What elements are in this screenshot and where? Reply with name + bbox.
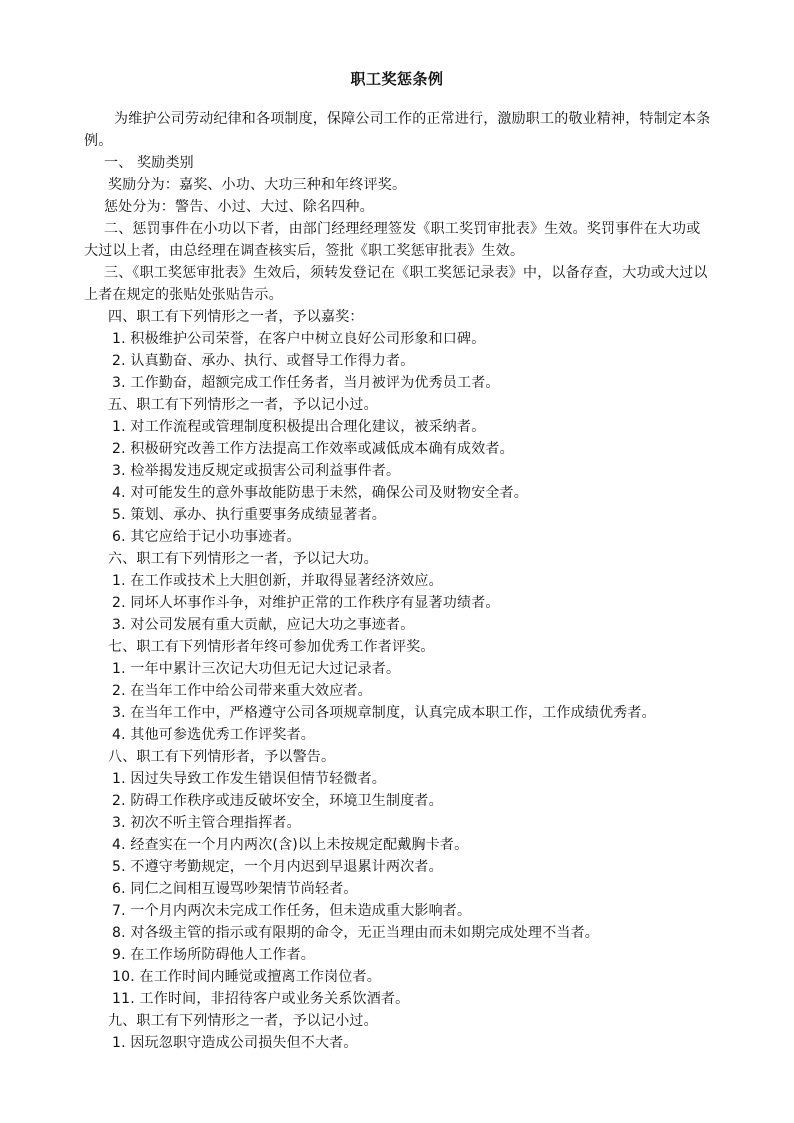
list-item: 3. 对公司发展有重大贡献，应记大功之事迹者。	[112, 617, 415, 633]
list-item: 4. 对可能发生的意外事故能防患于未然，确保公司及财物安全者。	[112, 485, 529, 501]
list-item: 7. 一个月内两次未完成工作任务，但未造成重大影响者。	[112, 903, 472, 919]
list-item: 2. 在当年工作中给公司带来重大效应者。	[112, 683, 372, 699]
list-item: 4. 经查实在一个月内两次(含)以上未按规定配戴胸卡者。	[112, 837, 469, 853]
list-item: 6. 其它应给于记小功事迹者。	[112, 529, 301, 545]
intro-paragraph: 为维护公司劳动纪律和各项制度，保障公司工作的正常进行，激励职工的敬业精神，特制定本条例。	[84, 111, 711, 149]
list-item: 2. 同坏人坏事作斗争，对维护正常的工作秩序有显著功绩者。	[112, 595, 500, 611]
section-1-heading: 一、 奖励类别	[104, 155, 194, 171]
penalty-types: 惩处分为：警告、小过、大过、除名四种。	[104, 199, 374, 215]
list-item: 3. 在当年工作中，严格遵守公司各项规章制度，认真完成本职工作，工作成绩优秀者。	[112, 705, 656, 721]
list-item: 1. 在工作或技术上大胆创新，并取得显著经济效应。	[112, 573, 443, 589]
section-9-heading: 九、职工有下列情形之一者，予以记小过。	[108, 1013, 378, 1029]
section-4-heading: 四、职工有下列情形之一者，予以嘉奖：	[108, 309, 364, 325]
list-item: 5. 策划、承办、执行重要事务成绩显著者。	[112, 507, 387, 523]
reward-types: 奖励分为：嘉奖、小功、大功三种和年终评奖。	[108, 177, 407, 193]
list-item: 3. 初次不听主管合理指挥者。	[112, 815, 301, 831]
section-8-heading: 八、职工有下列情形者，予以警告。	[108, 749, 336, 765]
list-item: 4. 其他可参选优秀工作评奖者。	[112, 727, 316, 743]
list-item: 9. 在工作场所防碍他人工作者。	[112, 947, 316, 963]
list-item: 2. 防碍工作秩序或违反破坏安全，环境卫生制度者。	[112, 793, 443, 809]
list-item: 11. 工作时间，非招待客户或业务关系饮酒者。	[112, 991, 410, 1007]
list-item: 2. 积极研究改善工作方法提高工作效率或减低成本确有成效者。	[112, 441, 514, 457]
list-item: 1. 积极维护公司荣誉，在客户中树立良好公司形象和口碑。	[112, 331, 486, 347]
list-item: 6. 同仁之间相互谩骂吵架情节尚轻者。	[112, 881, 358, 897]
list-item: 3. 工作勤奋，超额完成工作任务者，当月被评为优秀员工者。	[112, 375, 500, 391]
list-item: 10. 在工作时间内睡觉或擅离工作岗位者。	[112, 969, 381, 985]
section-6-heading: 六、职工有下列情形之一者，予以记大功。	[108, 551, 378, 567]
list-item: 1. 对工作流程或管理制度积极提出合理化建议，被采纳者。	[112, 419, 486, 435]
section-7-heading: 七、职工有下列情形者年终可参加优秀工作者评奖。	[108, 639, 435, 655]
list-item: 1. 因玩忽职守造成公司损失但不大者。	[112, 1035, 358, 1051]
list-item: 8. 对各级主管的指示或有限期的命令，无正当理由而未如期完成处理不当者。	[112, 925, 600, 941]
section-3-paragraph: 三、《职工奖惩审批表》生效后，须转发登记在《职工奖惩记录表》中，以备存查，大功或大过以上者在规定的张贴处张贴告示。	[84, 265, 708, 303]
section-2-paragraph: 二、惩罚事件在小功以下者，由部门经理经理签发《职工奖罚审批表》生效。奖罚事件在大功或大过以上者，由总经理在调查核实后，签批《职工奖惩审批表》生效。	[84, 221, 701, 259]
section-5-heading: 五、职工有下列情形之一者，予以记小过。	[108, 397, 378, 413]
list-item: 5. 不遵守考勤规定，一个月内迟到早退累计两次者。	[112, 859, 443, 875]
document-title: 职工奖惩条例	[350, 70, 444, 88]
list-item: 3. 检举揭发违反规定或损害公司利益事件者。	[112, 463, 401, 479]
list-item: 1. 一年中累计三次记大功但无记大过记录者。	[112, 661, 401, 677]
list-item: 2. 认真勤奋、承办、执行、或督导工作得力者。	[112, 353, 415, 369]
list-item: 1. 因过失导致工作发生错误但情节轻微者。	[112, 771, 387, 787]
